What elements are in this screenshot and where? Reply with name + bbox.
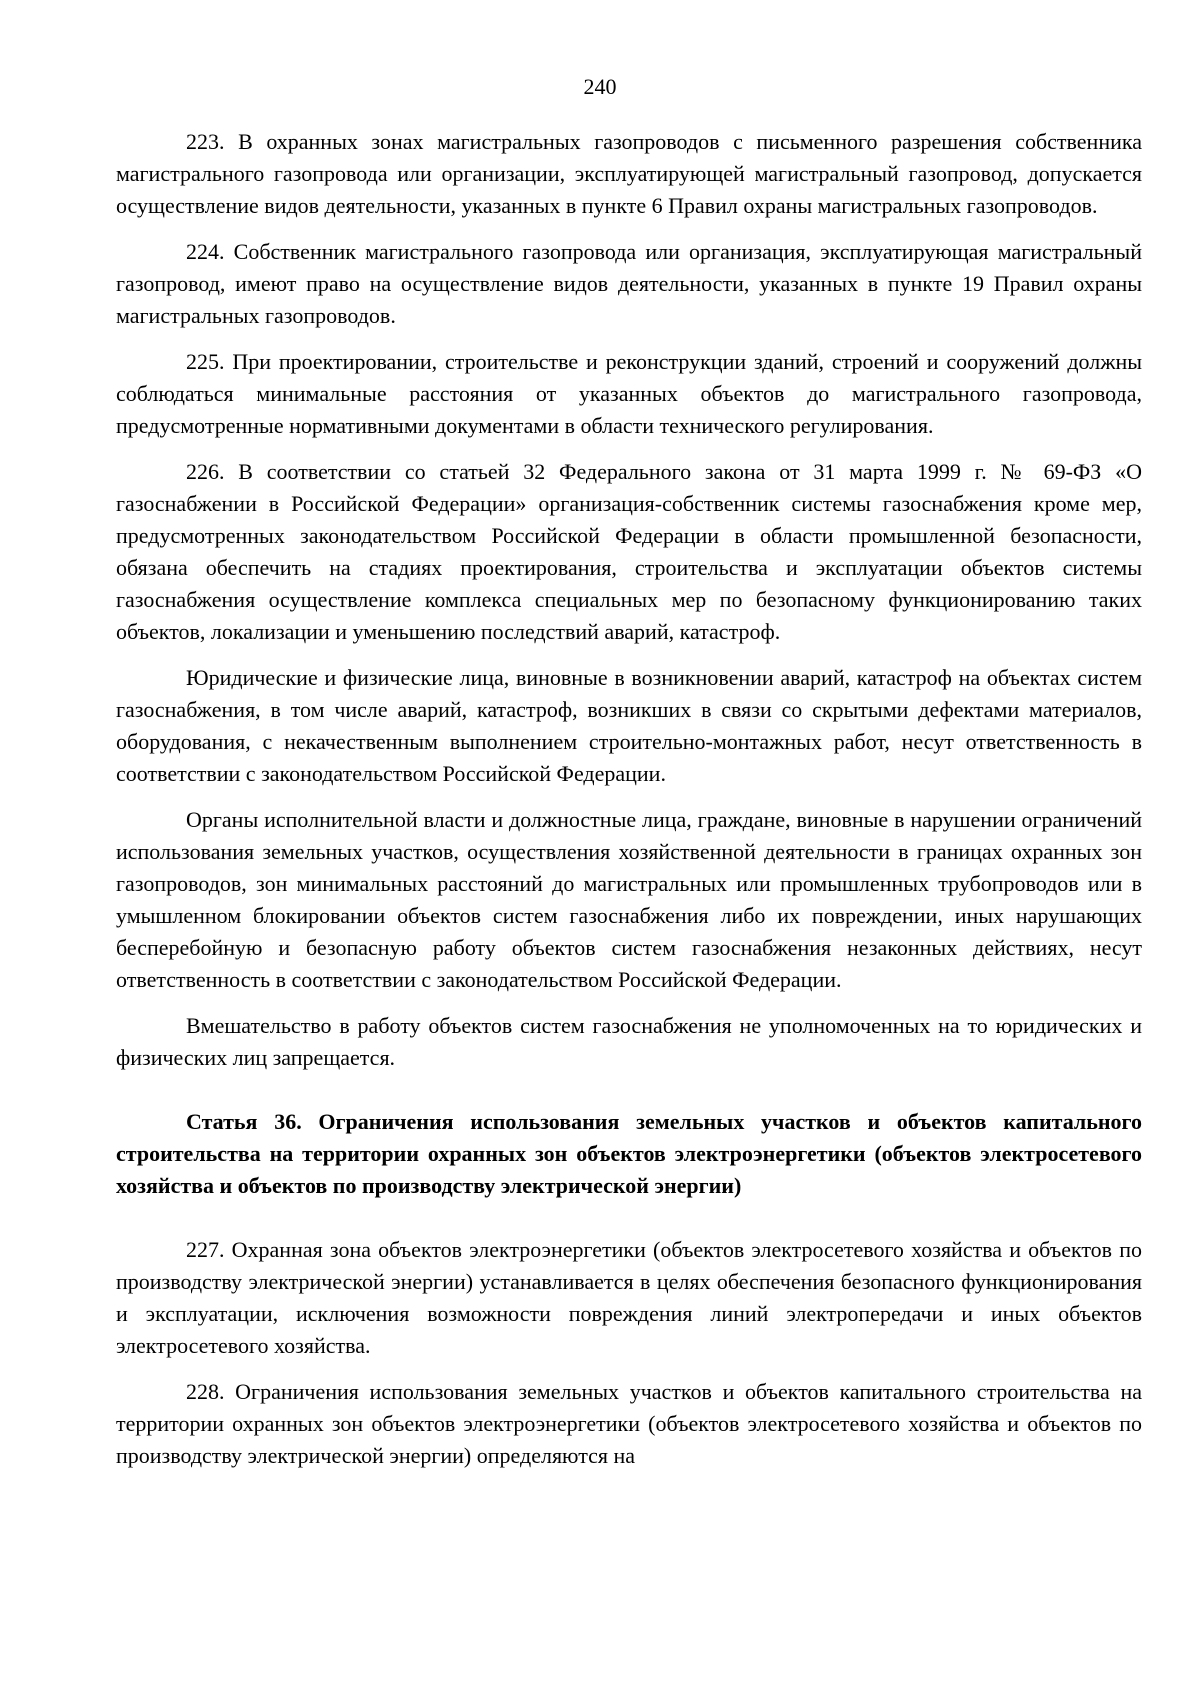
paragraph-224: 224. Собственник магистрального газопровода или организация, эксплуатирующая магистральный газопровод, имеют право на осуществление видов деятельности, указанных в пункте 19 Правил охраны магистральных газопроводов. bbox=[116, 239, 1142, 328]
paragraph-226: 226. В соответствии со статьей 32 Федерального закона от 31 марта 1999 г. № 69-ФЗ «О газоснабжении в Российской Федерации» организация-собственник системы газоснабжения кроме мер, предусмотренных законодательством Российской Федерации в области промышленной безопасности, обязана обеспечить на стадиях проектирования, строительства и эксплуатации объектов системы газоснабжения осуществление комплекса специальных мер по безопасному функционированию таких объектов, локализации и уменьшению последствий аварий, катастроф. bbox=[116, 459, 1142, 644]
document-body bbox=[116, 126, 1142, 1472]
article-36-heading: Статья 36. Ограничения использования земельных участков и объектов капитального строительства на территории охранных зон объектов электроэнергетики (объектов электросетевого хозяйства и объектов по производству электрической энергии) bbox=[116, 1109, 1142, 1198]
paragraph-227: 227. Охранная зона объектов электроэнергетики (объектов электросетевого хозяйства и объектов по производству электрической энергии) устанавливается в целях обеспечения безопасного функционирования и эксплуатации, исключения возможности повреждения линий электропередачи и иных объектов электросетевого хозяйства. bbox=[116, 1237, 1142, 1358]
paragraph-226-authorities: Органы исполнительной власти и должностные лица, граждане, виновные в нарушении ограничений использования земельных участков, осуществления хозяйственной деятельности в границах охранных зон газопроводов, зон минимальных расстояний до магистральных или промышленных трубопроводов или в умышленном блокировании объектов систем газоснабжения либо их повреждении, иных нарушающих бесперебойную и безопасную работу объектов систем газоснабжения незаконных действиях, несут ответственность в соответствии с законодательством Российской Федерации. bbox=[116, 807, 1142, 992]
paragraph-228: 228. Ограничения использования земельных участков и объектов капитального строительства на территории охранных зон объектов электроэнергетики (объектов электросетевого хозяйства и объектов по производству электрической энергии) определяются на bbox=[116, 1379, 1142, 1468]
page-number: 240 bbox=[583, 74, 617, 99]
paragraph-223: 223. В охранных зонах магистральных газопроводов с письменного разрешения собственника магистрального газопровода или организации, эксплуатирующей магистральный газопровод, допускается осуществление видов деятельности, указанных в пункте 6 Правил охраны магистральных газопроводов. bbox=[116, 129, 1142, 218]
paragraph-226-interference: Вмешательство в работу объектов систем газоснабжения не уполномоченных на то юридических и физических лиц запрещается. bbox=[116, 1013, 1142, 1070]
paragraph-226-liability: Юридические и физические лица, виновные в возникновении аварий, катастроф на объектах систем газоснабжения, в том числе аварий, катастроф, возникших в связи со скрытыми дефектами материалов, оборудования, с некачественным выполнением строительно-монтажных работ, несут ответственность в соответствии с законодательством Российской Федерации. bbox=[116, 665, 1142, 786]
paragraph-225: 225. При проектировании, строительстве и реконструкции зданий, строений и сооружений должны соблюдаться минимальные расстояния от указанных объектов до магистрального газопровода, предусмотренные нормативными документами в области технического регулирования. bbox=[116, 349, 1142, 438]
